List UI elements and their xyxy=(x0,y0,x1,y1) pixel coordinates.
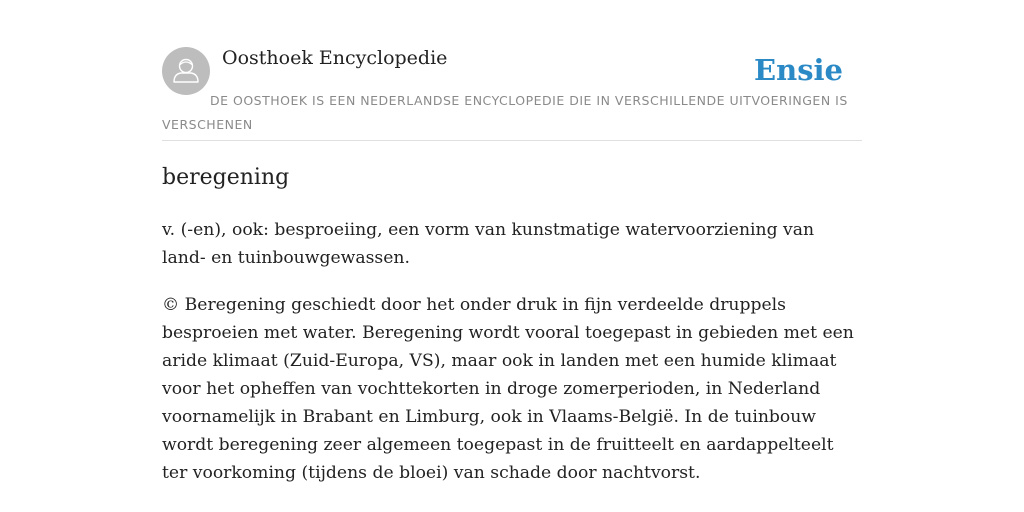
user-avatar-icon[interactable] xyxy=(162,47,210,95)
article-title: beregening xyxy=(162,165,290,190)
article-paragraph-1: v. (-en), ook: besproeiing, een vorm van kunstmatige watervoorziening van land- en tuinbouwgewassen. xyxy=(162,220,815,268)
avatar-person-glyph xyxy=(162,47,210,95)
site-name[interactable]: Oosthoek Encyclopedie xyxy=(222,47,448,69)
brand-logo[interactable]: Ensie xyxy=(754,53,843,87)
article-paragraph-2: © Beregening geschiedt door het onder druk in fijn verdeelde druppels besproeien met water. Beregening wordt vooral toegepast in gebieden met een aride klimaat (Zuid-Europa, VS), maar ook in landen met een humide klimaat voor het opheffen van vochttekorten in droge zomerperioden, in Nederland voornamelijk in Brabant en Limburg, ook in Vlaams-België. In de tuinbouw wordt beregening zeer algemeen toegepast in de fruitteelt en aardappelteelt ter voorkoming (tijdens de bloei) van schade door nachtvorst. xyxy=(162,295,854,483)
site-description: DE OOSTHOEK IS EEN NEDERLANDSE ENCYCLOPEDIE DIE IN VERSCHILLENDE UITVOERINGEN IS VERSCHENEN xyxy=(162,93,848,132)
site-header xyxy=(162,0,862,141)
page-container xyxy=(162,0,862,483)
